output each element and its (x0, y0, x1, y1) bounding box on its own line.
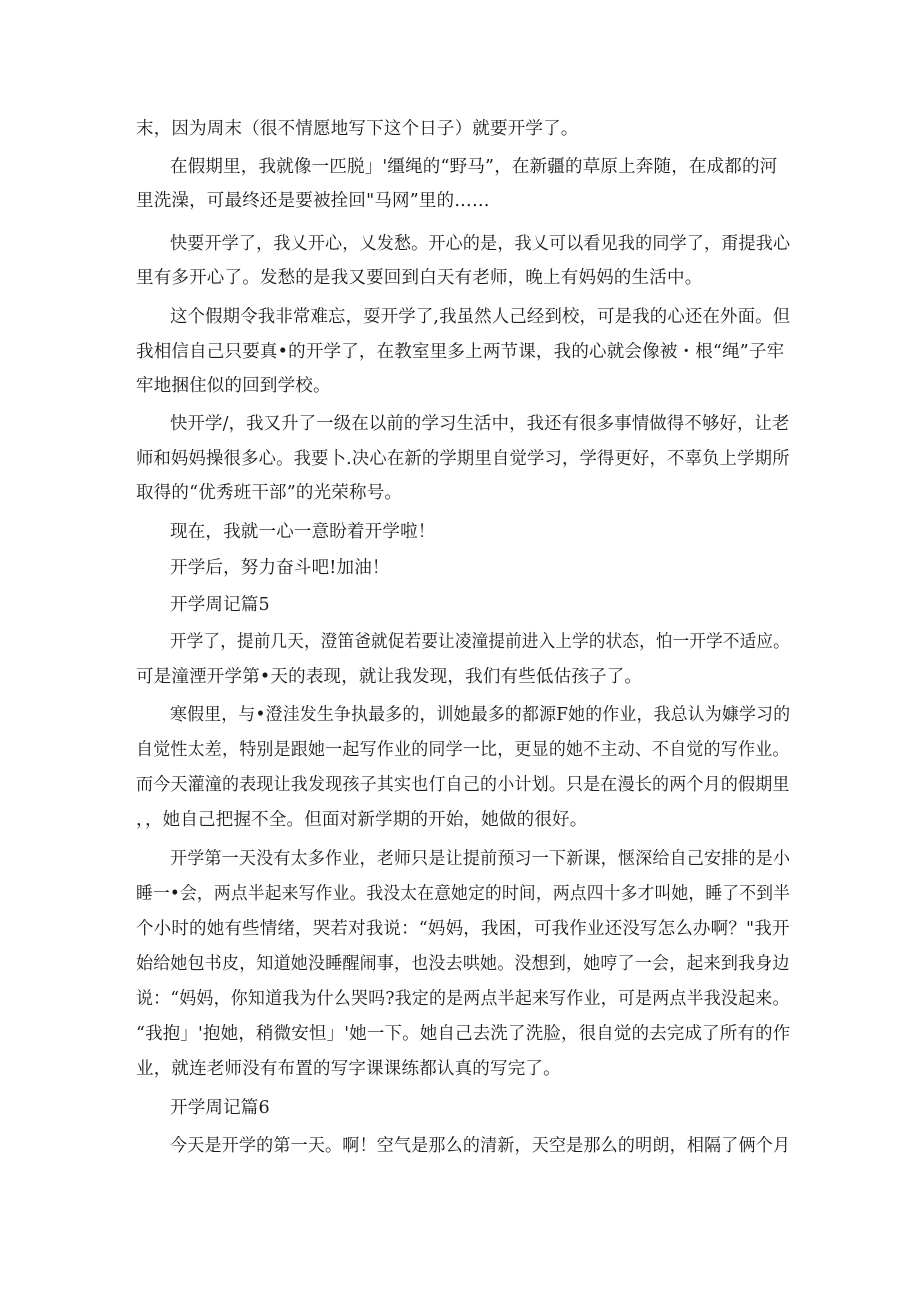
text-line: 快开学/，我又升了一级在以前的学习生活中，我还有很多事情做得不够好，让老 (170, 414, 790, 434)
text-line: 末，因为周末（很不情愿地写下这个日子）就要开学了。 (136, 119, 579, 139)
text-line: 可是潼湮开学第•天的表现，就让我发现，我们有些低估孩子了。 (136, 667, 643, 687)
text-line: 牢地捆住似的回到学校。 (136, 376, 331, 396)
text-line: ，，她自己把握不全。但面对新学期的开始，她做的很好。 (136, 810, 588, 830)
text-line: 始给她包书皮，知道她没睡醒闹事，也没去哄她。没想到，她哼了一会，起来到我身边 (136, 954, 790, 974)
text-line: 师和妈妈操很多心。我要卜.决心在新的学期里自觉学习，学得更好，不辜负上学期所 (136, 449, 790, 469)
text-line: 我相信自己只要真•的开学了，在教室里多上两节课，我的心就会像被・根“绳”子牢 (136, 342, 785, 362)
text-line: 自觉性太差，特别是跟她一起写作业的同学一比，更显的她不主动、不自觉的写作业。 (136, 740, 790, 760)
section-heading: 开学周记篇6 (170, 1098, 270, 1118)
text-line: “我抱」'抱她，稍微安怛」'她一下。她自己去洗了洗脸，很自觉的去完成了所有的作 (136, 1024, 791, 1044)
text-line: 睡一•会，两点半起来写作业。我没太在意她定的时间，两点四十多才叫她，睡了不到半 (136, 884, 791, 904)
text-line: 在假期里，我就像一匹脱」'缰绳的“野马”，在新疆的草原上奔随，在成都的河 (170, 157, 778, 177)
text-line: 里洗澡，可最终还是要被拴回"马网”里的…… (136, 191, 490, 211)
text-line: 今天是开学的第一天。啊！空气是那么的清新，天空是那么的明朗，相隔了俩个月 (170, 1136, 791, 1156)
text-line: 说：“妈妈，你知道我为什么哭吗?我定的是两点半起来写作业，可是两点半我没起来。 (136, 989, 790, 1009)
text-line: 开学了，提前几天，澄笛爸就促若要让凌潼提前进入上学的状态，怕一开学不适应。 (170, 632, 790, 652)
text-line: 开学第一天没有太多作业，老师只是让提前预习一下新课，惬深给自己安排的是小 (170, 849, 791, 869)
text-line: 业，就连老师没有布置的写字课课练都认真的写完了。 (136, 1059, 561, 1079)
text-line: 快要开学了，我乂开心，乂发愁。开心的是，我乂可以看见我的同学了，甭提我心 (170, 234, 791, 254)
text-line: 而今天灌潼的表现让我发现孩子其实也仃自己的小计划。只是在漫长的两个月的假期里 (136, 775, 790, 795)
text-line: 取得的“优秀班干部”的光荣称号。 (136, 483, 403, 503)
text-line: 开学后，努力奋斗吧!加油！ (170, 558, 390, 578)
text-line: 这个假期令我非常难忘，耍开学了,我虽然人己经到校，可是我的心还在外面。但 (170, 307, 791, 327)
text-line: 现在，我就一心一意盼着开学啦！ (170, 522, 436, 542)
text-line: 里有多开心了。发愁的是我又要回到白天有老师，晚上有妈妈的生活中。 (136, 268, 703, 288)
section-heading: 开学周记篇5 (170, 595, 270, 615)
text-line: 寒假里，与•澄洼发生争执最多的，训她最多的都源F她的作业，我总认为嫝学习的 (170, 705, 791, 725)
text-line: 个小时的她有些情绪，哭若对我说：“妈妈，我困，可我作业还没写怎么办啊？"我开 (136, 919, 790, 939)
